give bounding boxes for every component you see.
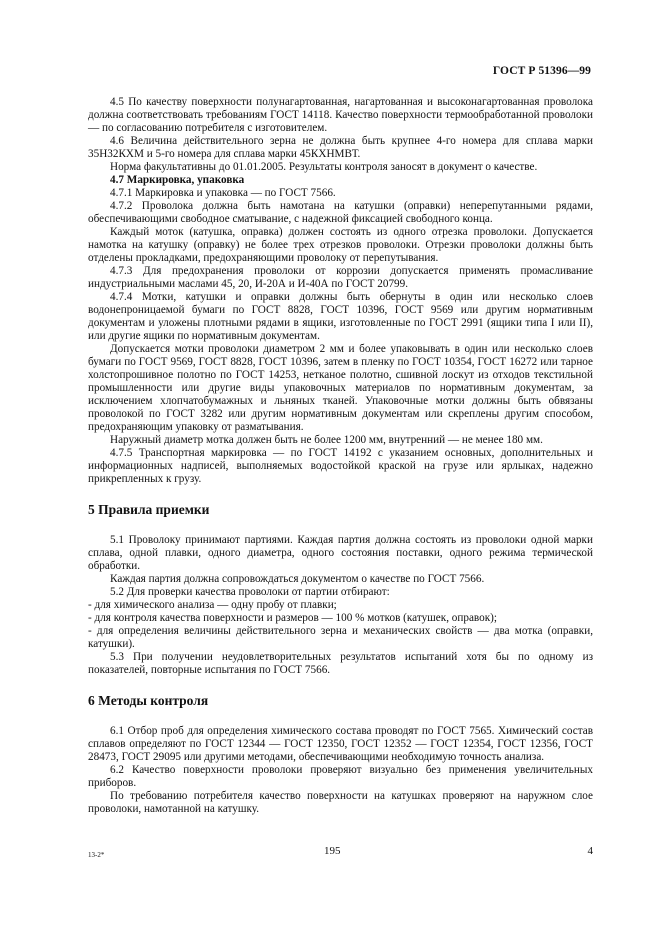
paragraph-6-1: 6.1 Отбор проб для определения химического состава проводят по ГОСТ 7565. Химический состав сплавов определяют по ГОСТ 12344 — ГОСТ 12350, ГОСТ 12352 — ГОСТ 12354, ГОСТ 12356, ГОСТ 28473, ГОСТ 29095 или другими методами, обеспечивающими необходимую точность анализа. xyxy=(88,725,593,763)
paragraph-4-7-4-cont: Допускается мотки проволоки диаметром 2 мм и более упаковывать в один или несколько слоев бумаги по ГОСТ 9569, ГОСТ 8828, ГОСТ 10396, затем в пленку по ГОСТ 10354, ГОСТ 16272 или тарное холстопрошивное полотно по ГОСТ 14253, нетканое полотно, сшивной лоскут из отходов текстильной промышленности или другие виды упаковочных материалов по нормативным документам, за исключением хлопчатобумажных и льняных тканей. Упаковочные мотки должны быть обвязаны проволокой по ГОСТ 3282 или другим нормативным документам или скреплены другим способом, предохраняющим упаковку от разматывания. xyxy=(88,343,593,433)
section-title-6: 6 Методы контроля xyxy=(88,693,209,708)
paragraph-4-7-3: 4.7.3 Для предохранения проволоки от коррозии допускается применять промасливание индустриальными маслами 45, 20, И-20А и И-40А по ГОСТ 20799. xyxy=(88,265,593,290)
section-title-5: 5 Правила приемки xyxy=(88,502,210,517)
paragraph-6-2: 6.2 Качество поверхности проволоки проверяют визуально без применения увеличительных приборов. xyxy=(88,764,593,789)
paragraph-5-2: 5.2 Для проверки качества проволоки от партии отбирают: xyxy=(110,586,390,598)
paragraph-4-7-2-cont: Каждый моток (катушка, оправка) должен состоять из одного отрезка проволоки. Допускается намотка на катушку (оправку) не более трех отрезков проволоки. Отрезки проволоки должны быть отделены прокладками, предохраняющими проволоку от перепутывания. xyxy=(88,226,593,264)
footer-sheet-number: 4 xyxy=(587,845,593,857)
list-item-chemical: - для химического анализа — одну пробу от плавки; xyxy=(88,599,337,611)
paragraph-5-1: 5.1 Проволоку принимают партиями. Каждая партия должна состоять из проволоки одной марки сплава, одной плавки, одного диаметра, одного состояния поставки, одного режима термической обработки. xyxy=(88,534,593,572)
paragraph-4-7-2: 4.7.2 Проволока должна быть намотана на катушки (оправки) неперепутанными рядами, обеспечивающими свободное сматывание, с надежной фиксацией свободного конца. xyxy=(88,200,593,225)
document-id-header: ГОСТ Р 51396—99 xyxy=(492,65,591,77)
page-number: 195 xyxy=(324,845,341,857)
paragraph-5-1-cont: Каждая партия должна сопровождаться документом о качестве по ГОСТ 7566. xyxy=(110,573,485,585)
paragraph-5-3: 5.3 При получении неудовлетворительных результатов испытаний хотя бы по одному из показателей, повторные испытания по ГОСТ 7566. xyxy=(88,651,593,676)
list-item-surface: - для контроля качества поверхности и размеров — 100 % мотков (катушек, оправок); xyxy=(88,612,498,624)
paragraph-6-2-cont: По требованию потребителя качество поверхности на катушках проверяют на наружном слое проволоки, намотанной на катушку. xyxy=(88,790,593,815)
paragraph-4-5: 4.5 По качеству поверхности полунагартованная, нагартованная и высоконагартованная проволока должна соответствовать требованиям ГОСТ 14118. Качество поверхности термообработанной проволоки — по согласованию потребителя с изготовителем. xyxy=(88,96,593,134)
paragraph-4-6: 4.6 Величина действительного зерна не должна быть крупнее 4-го номера для сплава марки 35Н32КХМ и 5-го номера для сплава марки 45КХНМВТ. xyxy=(88,135,593,160)
paragraph-4-7-5: 4.7.5 Транспортная маркировка — по ГОСТ 14192 с указанием основных, дополнительных и информационных надписей, выполняемых водостойкой краской на грузе или ярлыках, надежно прикрепленных к грузу. xyxy=(88,447,593,485)
subsection-title-4-7: 4.7 Маркировка, упаковка xyxy=(110,174,245,186)
paragraph-4-6-note: Норма факультативны до 01.01.2005. Результаты контроля заносят в документ о качестве. xyxy=(110,161,538,173)
paragraph-4-7-4-diameter: Наружный диаметр мотка должен быть не более 1200 мм, внутренний — не менее 180 мм. xyxy=(110,434,543,446)
paragraph-4-7-1: 4.7.1 Маркировка и упаковка — по ГОСТ 7566. xyxy=(110,187,336,199)
list-item-grain: - для определения величины действительного зерна и механических свойств — два мотка (оправки, катушки). xyxy=(88,625,593,650)
paragraph-4-7-4: 4.7.4 Мотки, катушки и оправки должны быть обернуты в один или несколько слоев водонепроницаемой бумаги по ГОСТ 8828, ГОСТ 10396, ГОСТ 9569 или другим нормативным документам и уложены плотными рядами в ящики, изготовленные по ГОСТ 2991 (ящики типа I или II), или другие ящики по нормативным документам. xyxy=(88,291,593,342)
footer-print-mark: 13-2* xyxy=(88,851,105,859)
document-body xyxy=(88,96,593,816)
